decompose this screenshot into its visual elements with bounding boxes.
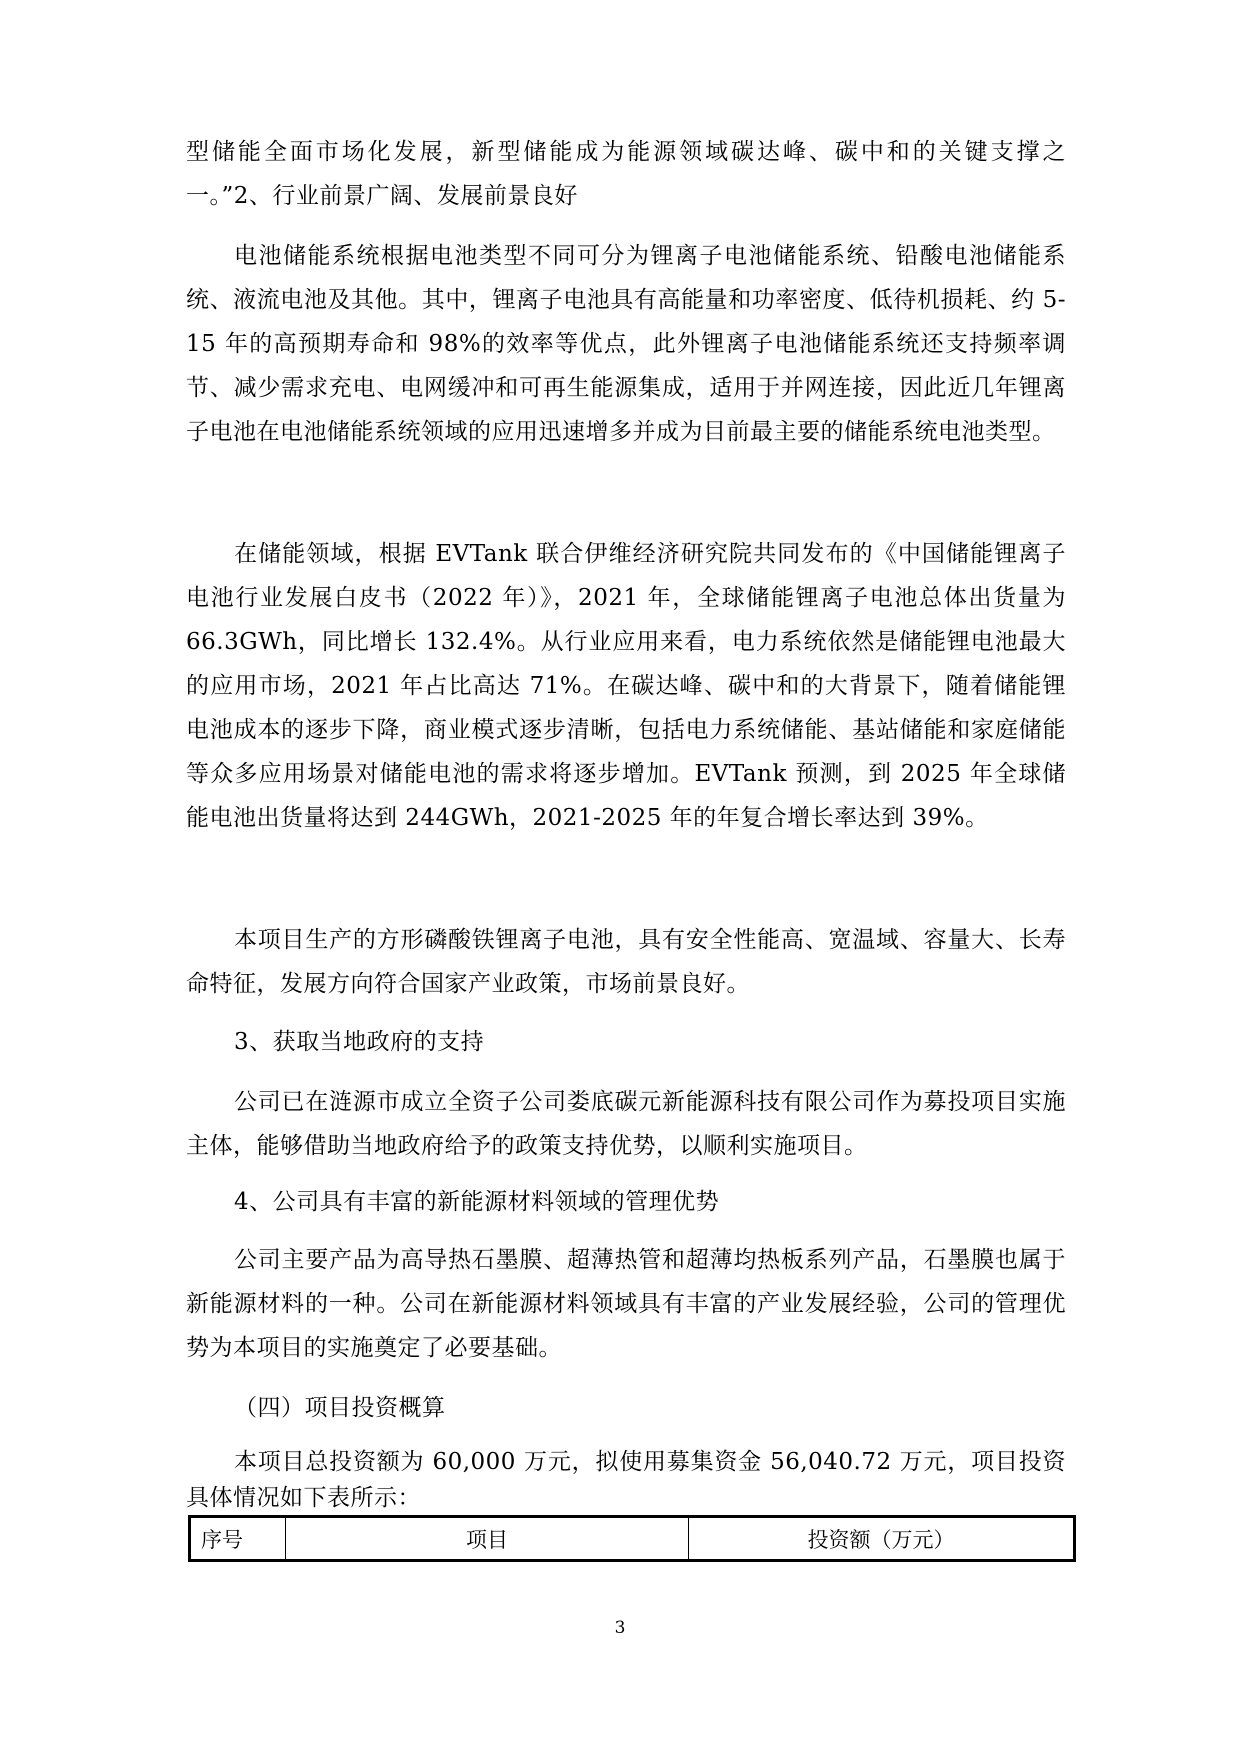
- paragraph-storage-market: 型储能全面市场化发展，新型储能成为能源领域碳达峰、碳中和的关键支撑之一。”2、行业前景广阔、发展前景良好: [186, 139, 1066, 209]
- paragraph-subsidiary: 公司已在涟源市成立全资子公司娄底碳元新能源科技有限公司作为募投项目实施主体，能够借助当地政府给予的政策支持优势，以顺利实施项目。: [186, 1089, 1066, 1159]
- paragraph-investment-amount: 本项目总投资额为 60,000 万元，拟使用募集资金 56,040.72 万元，项目投资具体情况如下表所示：: [186, 1449, 1066, 1511]
- page-number: 3: [614, 1618, 626, 1638]
- heading-government-support: 3、获取当地政府的支持: [234, 1029, 485, 1055]
- paragraph-main-products: 公司主要产品为高导热石墨膜、超薄热管和超薄均热板系列产品，石墨膜也属于新能源材料的一种。公司在新能源材料领域具有丰富的产业发展经验，公司的管理优势为本项目的实施奠定了必要基础。: [186, 1247, 1066, 1361]
- heading-management-advantage: 4、公司具有丰富的新能源材料领域的管理优势: [234, 1189, 720, 1215]
- paragraph-evtank-report: 在储能领域，根据 EVTank 联合伊维经济研究院共同发布的《中国储能锂离子电池行业发展白皮书（2022 年）》，2021 年，全球储能锂离子电池总体出货量为 66.3GWh，同比增长 132.4%。从行业应用来看，电力系统依然是储能锂电池最大的应用市场，2021 年占比高达 71%。在碳达峰、碳中和的大背景下，随着储能锂电池成本的逐步下降，商业模式逐步清晰，包括电力系统储能、基站储能和家庭储能等众多应用场景对储能电池的需求将逐步增加。EVTank 预测，到 2025 年全球储能电池出货量将达到 244GWh，2021-2025 年的年复合增长率达到 39%。: [186, 541, 1066, 831]
- investment-table: [188, 1515, 1076, 1562]
- table-header-amount: 投资额（万元）: [689, 1517, 1075, 1561]
- table-header-seq: 序号: [190, 1517, 286, 1561]
- table-header-row: [190, 1517, 1075, 1561]
- paragraph-battery-storage-types: 电池储能系统根据电池类型不同可分为锂离子电池储能系统、铅酸电池储能系统、液流电池及其他。其中，锂离子电池具有高能量和功率密度、低待机损耗、约 5-15 年的高预期寿命和 98%的效率等优点，此外锂离子电池储能系统还支持频率调节、减少需求充电、电网缓冲和可再生能源集成，适用于并网连接，因此近几年锂离子电池在电池储能系统领域的应用迅速增多并成为目前最主要的储能系统电池类型。: [186, 243, 1066, 445]
- paragraph-project-product: 本项目生产的方形磷酸铁锂离子电池，具有安全性能高、宽温域、容量大、长寿命特征，发展方向符合国家产业政策，市场前景良好。: [186, 927, 1066, 997]
- heading-investment-estimate: （四）项目投资概算: [234, 1395, 446, 1421]
- table-header-item: 项目: [286, 1517, 689, 1561]
